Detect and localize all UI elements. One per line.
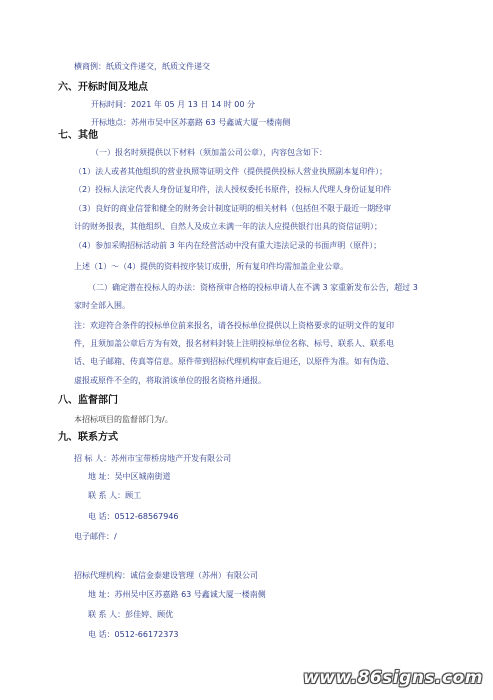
registration-item-3: （3）良好的商业信誉和健全的财务会计制度证明的相关材料（包括但不限于最近一期经审 [74,204,392,213]
section-7-heading: 七、其他 [58,130,98,141]
note-line-3: 话、电子邮箱、传真等信息。原件带到招标代理机构审查后退还，以原件为准。如有伪造、 [74,357,394,366]
agent-address: 地 址：苏州吴中区苏嘉路 63 号鑫诚大厦一楼南侧 [88,590,266,599]
tenderer-contact: 联 系 人：顾工 [88,491,142,500]
selection-method-line-1: （二）确定潜在投标人的办法：资格预审合格的投标申请人在不满 3 家重新发布公告，超过 3 [88,283,418,292]
registration-summary: 上述（1）～（4）提供的资料按序装订成册，所有复印件均需加盖企业公章。 [74,262,349,271]
section-9-heading: 九、联系方式 [58,432,118,443]
registration-intro: （一）报名时须提供以下材料（须加盖公司公章），内容包含如下： [91,148,327,157]
tenderer-name: 招 标 人：苏州市宝带桥房地产开发有限公司 [74,454,232,463]
note-line-4: 虚报或原件不全的，将取消该单位的报名资格并通报。 [74,376,266,385]
bid-opening-place: 开标地点：苏州市吴中区苏嘉路 63 号鑫诚大厦一楼南侧 [91,118,291,127]
agent-name: 招标代理机构：诚信金泰建设管理（苏州）有限公司 [74,571,258,580]
site-watermark: www.86signs.com [303,668,483,688]
registration-item-2: （2）投标人法定代表人身份证复印件，法人授权委托书原件，投标人代理人身份证复印件 [74,185,392,194]
bid-opening-time: 开标时间：2021 年 05 月 13 日 14 时 00 分 [91,100,255,109]
note-line-1: 注：欢迎符合条件的投标单位前来报名，请各投标单位提供以上资格要求的证明文件的复印 [74,321,394,330]
submission-method-note: 横商例：纸质文件递交，纸质文件递交 [74,62,210,71]
registration-item-1: （1）法人或者其他组织的营业执照等证明文件（提供提供投标人营业执照副本复印件）； [74,167,388,176]
section-8-heading: 八、监督部门 [58,395,118,406]
note-line-2: 件，且须加盖公章后方为有效，报名材料封装上注明投标单位名称、标号、联系人、联系电 [74,339,394,348]
section-6-heading: 六、开标时间及地点 [58,82,148,93]
registration-item-3-cont: 计的财务报表，其他组织、自然人及成立未满一年的法人应提供银行出具的资信证明）； [74,222,382,231]
tenderer-phone: 电 话：0512-68567946 [88,512,179,521]
tenderer-address: 地 址：吴中区城南街道 [88,472,171,481]
tenderer-email: 电子邮件：/ [74,532,117,541]
supervision-body: 本招标项目的监督部门为/。 [74,415,173,424]
agent-phone: 电 话：0512-66172373 [88,630,179,639]
agent-contact: 联 系 人：彭佳婷、顾优 [88,610,174,619]
selection-method-line-2: 家时全部入围。 [74,301,130,310]
registration-item-4: （4）参加采购招标活动前 3 年内在经营活动中没有重大违法记录的书面声明（原件）； [74,241,382,250]
